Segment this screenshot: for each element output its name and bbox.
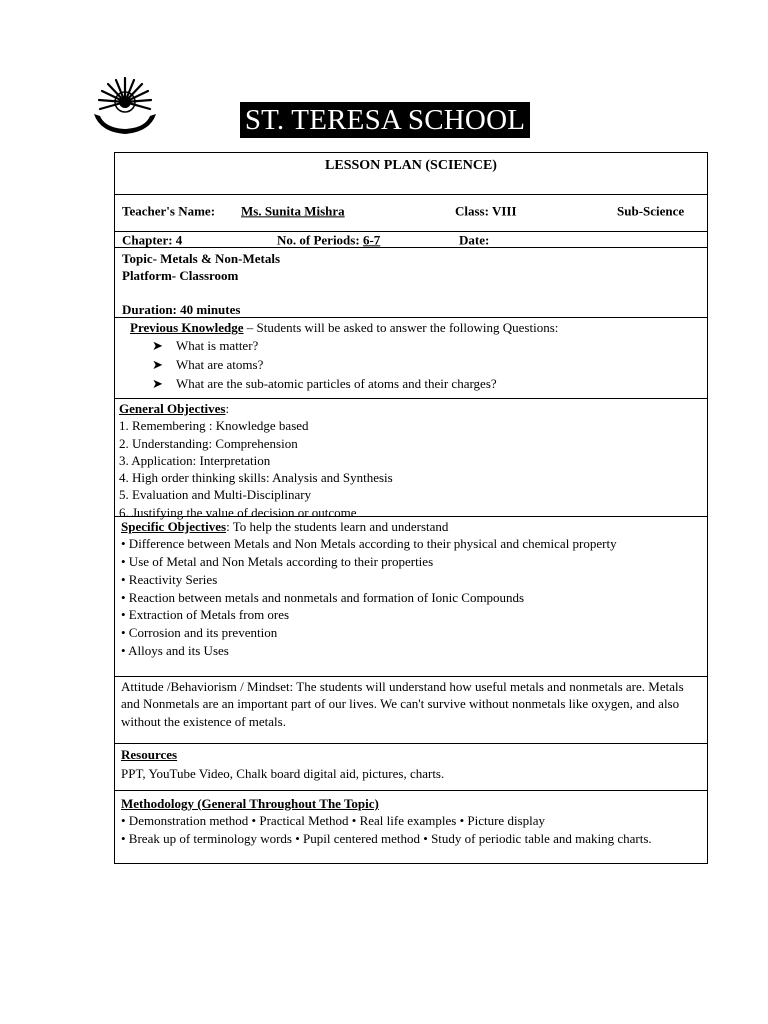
lesson-plan-title: LESSON PLAN (SCIENCE) — [325, 158, 497, 173]
attitude-text: Attitude /Behaviorism / Mindset: The students will understand how useful metals and nonmetals are. Metals and Nonmetals are an important part of our lives. We can't survive without nonmetals like oxygen, and also without the existence of metals. — [121, 679, 684, 729]
specific-objectives-row — [115, 517, 707, 677]
previous-knowledge-intro: – Students will be asked to answer the following Questions: — [243, 320, 559, 335]
objective-item: 1. Remembering : Knowledge based — [119, 418, 309, 434]
resources-heading: Resources — [121, 747, 178, 762]
methodology-line: • Demonstration method • Practical Method • Real life examples • Picture display — [121, 813, 545, 829]
methodology-row — [115, 791, 707, 863]
objective-item: 6. Justifying the value of decision or outcome — [119, 504, 357, 520]
question-item: ➤ What is matter? — [152, 338, 259, 354]
duration-text: Duration: 40 minutes — [122, 301, 241, 317]
school-logo-icon — [90, 74, 160, 138]
arrow-bullet-icon: ➤ — [152, 338, 163, 354]
methodology-line: • Break up of terminology words • Pupil centered method • Study of periodic table and making charts. — [121, 830, 652, 846]
attitude-row — [115, 677, 707, 744]
periods-field — [277, 231, 380, 248]
objective-item: 5. Evaluation and Multi-Disciplinary — [119, 487, 312, 503]
specific-objective-item: • Use of Metal and Non Metals according to their properties — [121, 554, 434, 570]
specific-objective-item: • Alloys and its Uses — [121, 643, 229, 659]
specific-objective-item: • Difference between Metals and Non Metals according to their physical and chemical property — [121, 536, 617, 552]
platform-text: Platform- Classroom — [122, 268, 239, 284]
methodology-heading: Methodology (General Throughout The Topic) — [121, 796, 379, 811]
periods-label: No. of Periods: — [277, 231, 363, 247]
question-item: ➤ What are atoms? — [152, 357, 264, 373]
teacher-label: Teacher's Name: — [122, 203, 216, 219]
teacher-row — [115, 195, 707, 232]
arrow-bullet-icon: ➤ — [152, 376, 163, 392]
school-name: ST. TERESA SCHOOL — [240, 102, 530, 138]
specific-objective-item: • Reactivity Series — [121, 571, 218, 587]
specific-objectives-intro: : To help the students learn and understand — [226, 519, 449, 534]
objective-item: 2. Understanding: Comprehension — [119, 435, 298, 451]
question-item: ➤ What are the sub-atomic particles of atoms and their charges? — [152, 376, 497, 392]
chapter-label: Chapter: 4 — [122, 231, 183, 247]
lesson-plan-title-row — [115, 153, 707, 195]
specific-objectives-heading: Specific Objectives — [121, 519, 227, 534]
general-objectives-row: General Objectives: 1. Remembering : Knowledge based 2. Understanding: Comprehension 3. Application: Interpretation 4. High order thinking skills: Analysis and Synthesis 5. Evaluation and Multi-Disciplinary 6. Justifying the value of decision or outcome — [115, 399, 707, 517]
arrow-bullet-icon: ➤ — [152, 357, 163, 373]
chapter-row — [115, 232, 707, 248]
general-objectives-heading: General Objectives — [119, 401, 226, 416]
resources-text: PPT, YouTube Video, Chalk board digital aid, pictures, charts. — [121, 766, 445, 782]
previous-knowledge-row — [115, 318, 707, 399]
objective-item: 3. Application: Interpretation — [119, 452, 271, 468]
specific-objective-item: • Extraction of Metals from ores — [121, 607, 290, 623]
subject-label: Sub-Science — [617, 203, 685, 219]
resources-row — [115, 744, 707, 791]
specific-objective-item: • Reaction between metals and nonmetals and formation of Ionic Compounds — [121, 589, 525, 605]
topic-row — [115, 248, 707, 318]
specific-objective-item: • Corrosion and its prevention — [121, 625, 278, 641]
topic-text: Topic- Metals & Non-Metals — [122, 251, 281, 266]
periods-value: 6-7 — [362, 231, 381, 247]
class-label: Class: VIII — [455, 203, 517, 219]
objective-item: 4. High order thinking skills: Analysis and Synthesis — [119, 470, 393, 486]
lesson-plan-table — [114, 152, 708, 864]
date-label: Date: — [459, 231, 490, 247]
teacher-name: Ms. Sunita Mishra — [241, 203, 345, 219]
previous-knowledge-heading: Previous Knowledge — [130, 320, 244, 335]
